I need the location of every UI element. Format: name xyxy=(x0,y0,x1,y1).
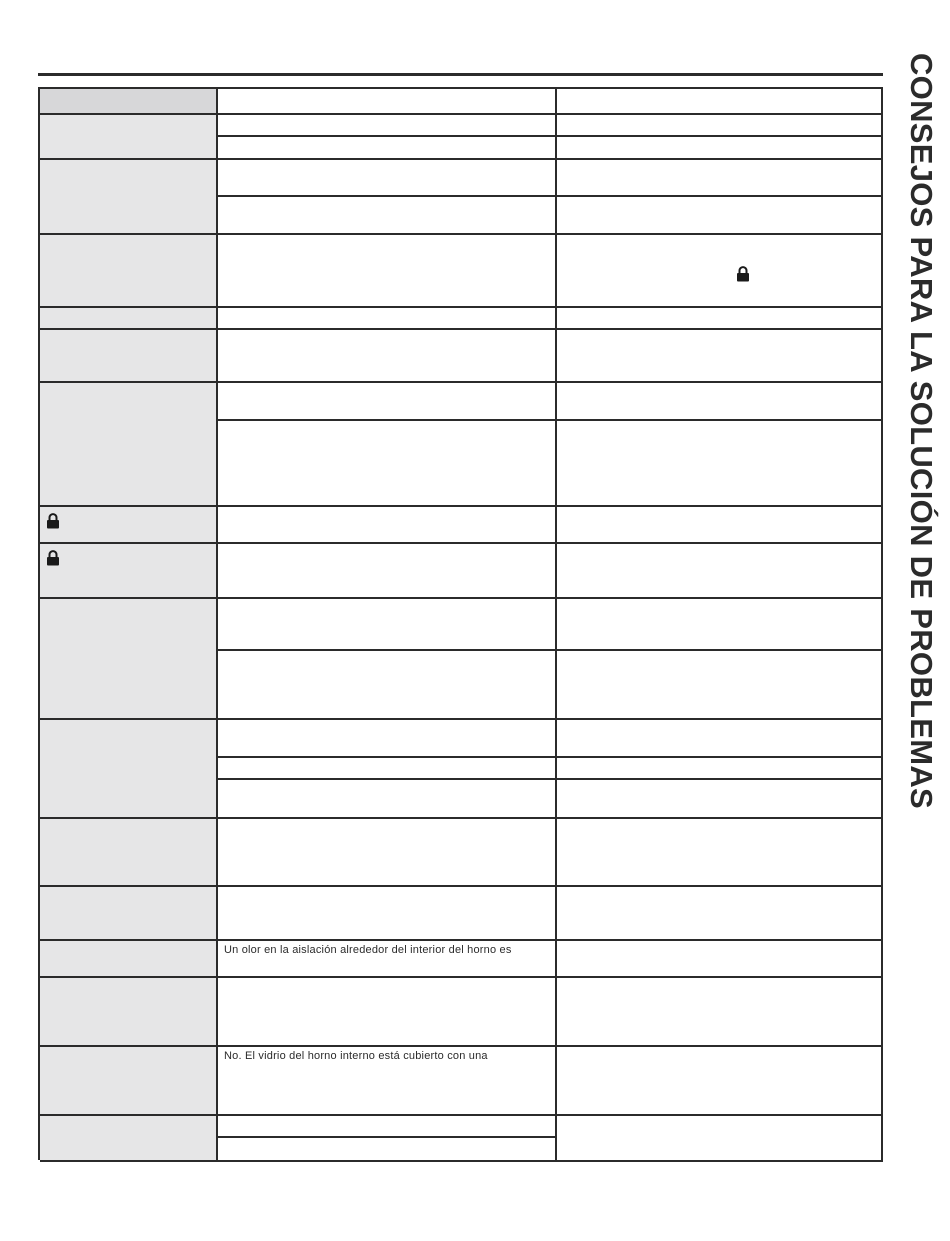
lock-icon xyxy=(736,266,750,282)
cause-cell xyxy=(218,160,557,197)
solution-cell xyxy=(557,235,883,308)
solution-cell xyxy=(557,720,883,758)
olor-cause-text: Un olor en la aislación alrededor del interior del horno es xyxy=(224,944,512,956)
cause-cell xyxy=(218,330,557,383)
problem-cell xyxy=(40,599,218,720)
solution-cell xyxy=(557,1116,883,1162)
troubleshooting-table xyxy=(38,87,883,1160)
vidrio-cause-text: No. El vidrio del horno interno está cubierto con una xyxy=(224,1050,488,1062)
problem-cell xyxy=(40,1047,218,1116)
side-title: CONSEJOS PARA LA SOLUCIÓN DE PROBLEMAS xyxy=(904,52,939,810)
lock-icon xyxy=(46,513,60,529)
problem-cell xyxy=(40,887,218,941)
solution-cell xyxy=(557,160,883,197)
solution-cell xyxy=(557,544,883,599)
solution-cell xyxy=(557,941,883,978)
solution-cell xyxy=(557,308,883,330)
cause-cell xyxy=(218,383,557,421)
problem-cell xyxy=(40,544,218,599)
cause-cell xyxy=(218,507,557,544)
solution-cell xyxy=(557,887,883,941)
cause-cell xyxy=(218,1116,557,1138)
cause-cell xyxy=(218,887,557,941)
cause-cell xyxy=(218,651,557,720)
problem-cell xyxy=(40,507,218,544)
cause-cell xyxy=(218,197,557,235)
header-cause-cell xyxy=(218,89,557,115)
solution-cell xyxy=(557,115,883,137)
solution-cell xyxy=(557,819,883,887)
solution-cell xyxy=(557,383,883,421)
cause-cell-olor xyxy=(218,941,557,978)
solution-cell xyxy=(557,978,883,1047)
solution-cell xyxy=(557,421,883,507)
solution-cell xyxy=(557,1047,883,1116)
problem-cell xyxy=(40,115,218,160)
lock-icon xyxy=(46,550,60,566)
problem-cell xyxy=(40,383,218,507)
solution-cell xyxy=(557,599,883,651)
cause-cell-vidrio xyxy=(218,1047,557,1116)
cause-cell xyxy=(218,308,557,330)
cause-cell xyxy=(218,720,557,758)
header-solution-cell xyxy=(557,89,883,115)
cause-cell xyxy=(218,819,557,887)
solution-cell xyxy=(557,330,883,383)
cause-cell xyxy=(218,978,557,1047)
solution-cell xyxy=(557,137,883,160)
problem-cell xyxy=(40,720,218,819)
cause-cell xyxy=(218,421,557,507)
cause-cell xyxy=(218,599,557,651)
cause-cell xyxy=(218,1138,557,1162)
header-problem-cell xyxy=(40,89,218,115)
solution-cell xyxy=(557,780,883,819)
problem-cell xyxy=(40,235,218,308)
cause-cell xyxy=(218,115,557,137)
problem-cell xyxy=(40,941,218,978)
top-rule xyxy=(38,73,883,76)
cause-cell xyxy=(218,758,557,780)
problem-cell xyxy=(40,819,218,887)
solution-cell xyxy=(557,197,883,235)
cause-cell xyxy=(218,544,557,599)
problem-cell xyxy=(40,160,218,235)
cause-cell xyxy=(218,235,557,308)
solution-cell xyxy=(557,507,883,544)
cause-cell xyxy=(218,137,557,160)
solution-cell xyxy=(557,758,883,780)
problem-cell xyxy=(40,308,218,330)
cause-cell xyxy=(218,780,557,819)
problem-cell xyxy=(40,978,218,1047)
problem-cell xyxy=(40,330,218,383)
problem-cell xyxy=(40,1116,218,1162)
solution-cell xyxy=(557,651,883,720)
